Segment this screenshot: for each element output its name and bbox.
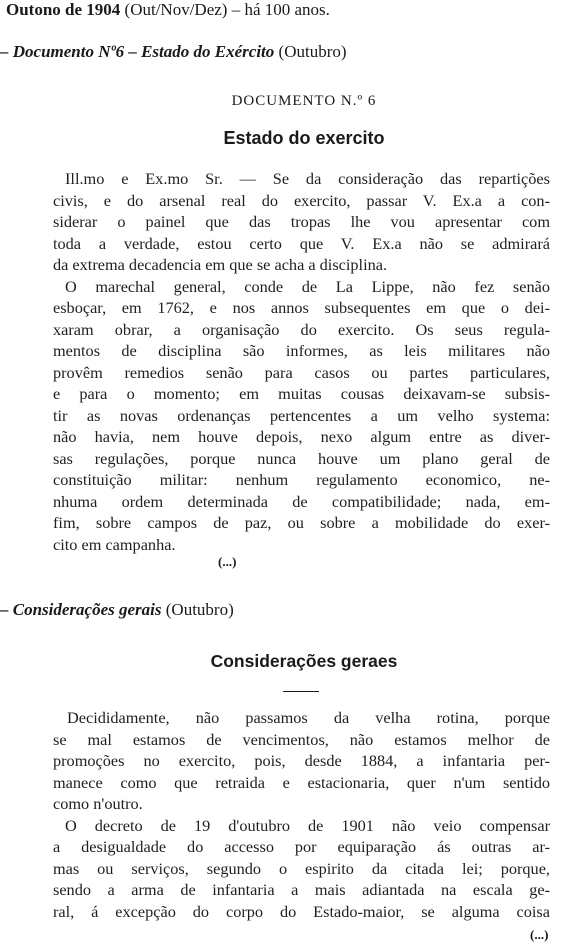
body-line: O marechal general, conde de La Lippe, não fez senão xyxy=(65,276,550,296)
section-heading-documento xyxy=(0,42,347,62)
section-dash: – xyxy=(0,600,13,619)
document-label: DOCUMENTO N.º 6 xyxy=(231,93,377,109)
section-month: (Outubro) xyxy=(274,42,347,61)
body-line: Decididamente, não passamos da velha rotina, porque xyxy=(67,708,550,727)
body-line: tir as novas ordenanças pertencentes a um velho systema: xyxy=(53,405,550,425)
document-body xyxy=(53,168,550,555)
body-line: e para o momento; em muitas cousas deixavam-se subsis- xyxy=(53,384,550,403)
body-line: civis, e do arsenal real do exercito, passar V. Ex.a a con- xyxy=(53,190,550,210)
body-line: xaram obrar, a organisação do exercito. Os seus regula- xyxy=(53,319,550,339)
body-line: sas regulações, porque nunca houve um plano geral de xyxy=(53,448,550,468)
section-title: Considerações gerais xyxy=(12,600,162,619)
document-title: Estado do exercito xyxy=(223,128,385,148)
section-dash: – xyxy=(0,42,13,61)
body-line: mas ou serviços, segundo o espirito da citada lei; porque, xyxy=(53,858,550,878)
body-line: cito em campanha. xyxy=(53,534,176,554)
header-rest: (Out/Nov/Dez) – há 100 anos. xyxy=(120,0,330,19)
title-divider xyxy=(283,691,319,692)
body-line: promoções no exercito, pois, desde 1884, a infantaria per- xyxy=(53,751,550,770)
section-title: Documento Nº6 – Estado do Exército xyxy=(12,42,275,61)
body-line: nhuma ordem determinada de compatibilidade; nada, em- xyxy=(53,491,550,511)
body-line: O decreto de 19 d'outubro de 1901 não veio compensar xyxy=(65,815,550,835)
body-line: ral, á excepção do corpo do Estado-maior, se alguma coisa xyxy=(53,901,550,921)
body-line: a desigualdade do accesso por equiparação ás outras ar- xyxy=(53,837,550,856)
body-line: sendo a arma de infantaria a mais adiantada na escala ge- xyxy=(53,880,550,899)
body-line: fim, sobre campos de paz, ou sobre a mobilidade do exer- xyxy=(53,513,550,532)
document-ellipsis: (...) xyxy=(218,554,237,569)
considerations-ellipsis: (...) xyxy=(530,927,549,942)
body-line: siderar o painel que das tropas lhe vou apresentar com xyxy=(53,212,550,231)
section-heading-consideracoes xyxy=(0,600,234,620)
body-line: mentos de disciplina são informes, as leis militares não xyxy=(53,341,550,360)
body-line: não havia, nem houve depois, nexo algum entre as diver- xyxy=(53,427,550,446)
header-season: Outono de 1904 xyxy=(6,0,121,19)
body-line: toda a verdade, estou certo que V. Ex.a não se admirará xyxy=(53,233,550,253)
considerations-body xyxy=(53,707,550,922)
body-line: esboçar, em 1762, e nos annos subsequentes em que o dei- xyxy=(53,298,550,317)
body-line: constituição militar: nenhum regulamento economico, ne- xyxy=(53,470,550,489)
body-line: da extrema decadencia em que se acha a disciplina. xyxy=(53,255,388,274)
body-line: se mal estamos de vencimentos, não estamos melhor de xyxy=(53,729,550,749)
body-line: manece como que retraida e estacionaria, quer n'um sentido xyxy=(53,772,550,792)
section-month: (Outubro) xyxy=(161,600,234,619)
body-line: provêm remedios senão para casos ou partes particulares, xyxy=(53,362,550,382)
considerations-title: Considerações geraes xyxy=(210,651,398,671)
body-line: Ill.mo e Ex.mo Sr. — Se da consideração das repartições xyxy=(65,169,550,188)
page-header xyxy=(6,0,330,20)
body-line: como n'outro. xyxy=(53,794,143,813)
